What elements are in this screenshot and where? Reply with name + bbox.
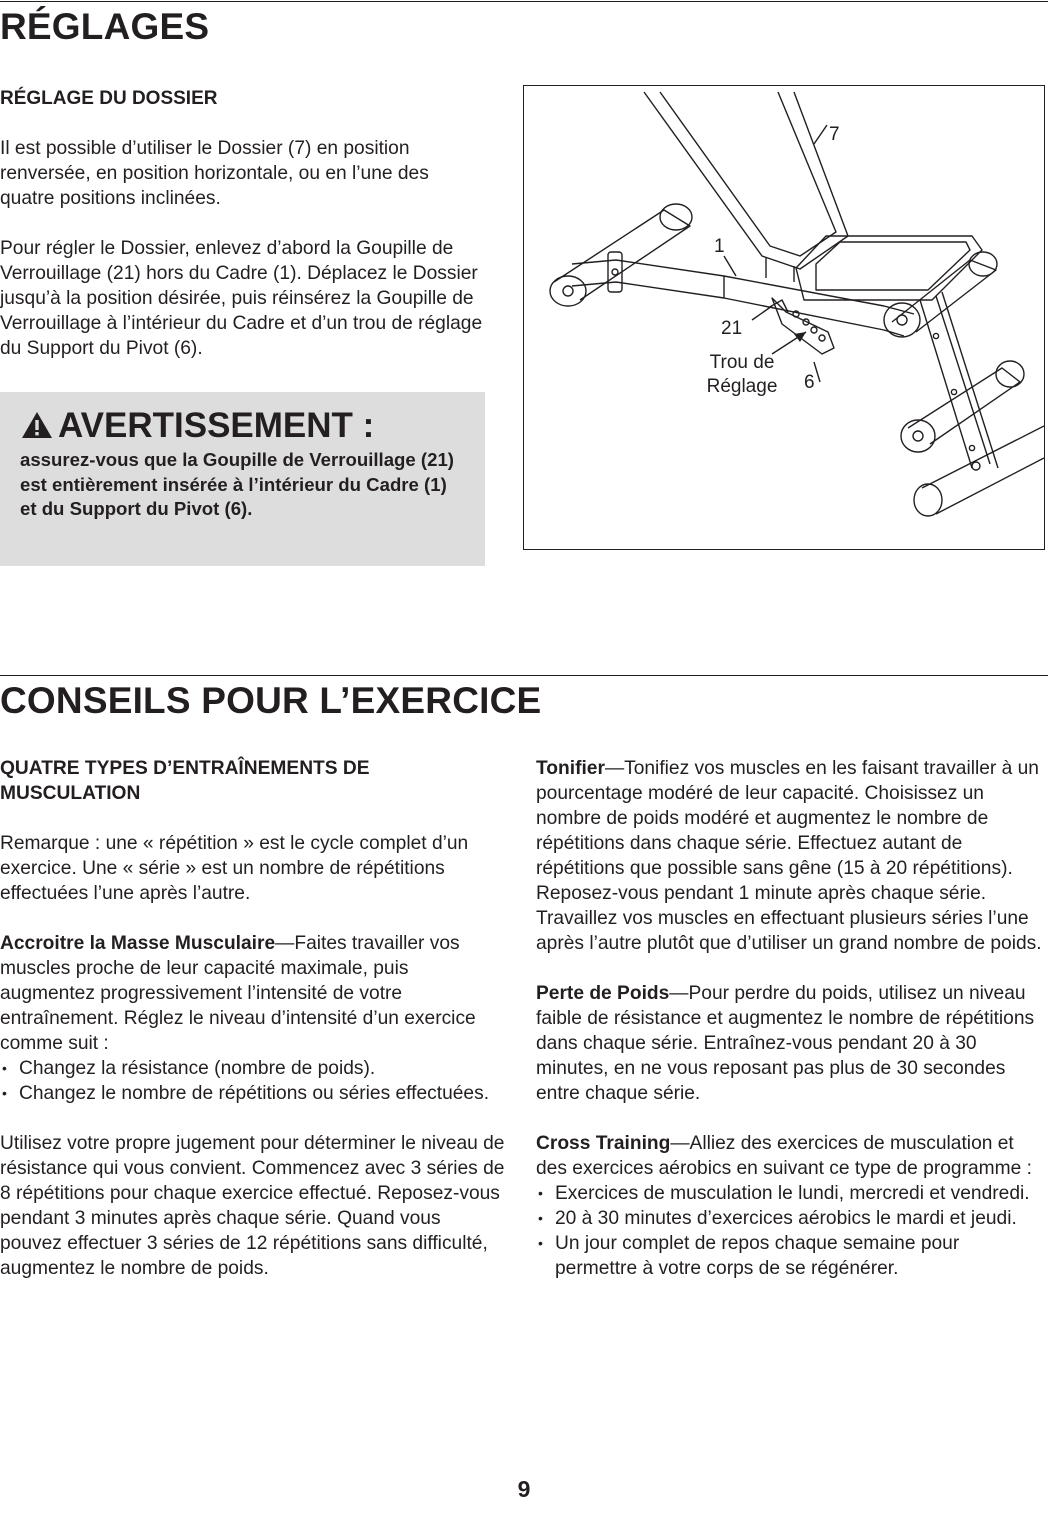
judgement-paragraph: Utilisez votre propre jugement pour déterminer le niveau de résistance qui vous convient. Commencez avec 3 séries de 8 répétitions pour chaque exercice effectué. Reposez-vous pendant 3 minutes après chaque série. Quand vous pouvez effectuer 3 séries de 12 répétitions sans difficulté, augmentez le nombre de poids. (0, 1133, 505, 1279)
hole-label-line2: Réglage (706, 376, 778, 397)
perte-label: Perte de Poids (536, 983, 670, 1004)
cross-label: Cross Training (536, 1133, 671, 1154)
hole-label-line1: Trou de (709, 352, 775, 373)
left-column (0, 756, 505, 1281)
warning-title (20, 406, 374, 446)
cross-paragraph (536, 1131, 1044, 1181)
bench-illustration (523, 85, 1045, 550)
dash: — (604, 758, 625, 779)
warning-triangle-icon (20, 410, 54, 440)
tonifier-paragraph (536, 756, 1044, 956)
warning-title-text: AVERTISSEMENT : (58, 406, 375, 445)
hole-label (699, 351, 785, 399)
list-item: • Exercices de musculation le lundi, mercredi et vendredi. (536, 1181, 1044, 1206)
list-item: • Changez la résistance (nombre de poids). (0, 1056, 505, 1081)
masse-text: Faites travailler vos muscles proche de leur capacité maximale, puis augmentez progressivement l’intensité de votre entraînement. Réglez le niveau d’intensité d’un exercice comme suit : (0, 933, 476, 1054)
cross-bullets (536, 1181, 1044, 1281)
masse-bullets (0, 1056, 505, 1106)
part-label-21: 21 (721, 318, 743, 339)
top-rule (0, 1, 1048, 2)
right-column (536, 756, 1044, 1281)
paragraph-instructions: Pour régler le Dossier, enlevez d’abord la Goupille de Verrouillage (21) hors du Cadre (1). Déplacez le Dossier jusqu’à la position désirée, puis réinsérez la Goupille de Verrouillage à l’intérieur du Cadre et d’un trou de réglage du Support du Pivot (6). (0, 238, 483, 359)
list-item: • 20 à 30 minutes d’exercices aérobics le mardi et jeudi. (536, 1206, 1044, 1231)
page-number: 9 (517, 1476, 531, 1502)
section-title-reglages: RÉGLAGES (0, 6, 210, 47)
dash: — (670, 1133, 690, 1154)
dash: — (669, 983, 689, 1004)
warning-text: assurez-vous que la Goupille de Verrouillage (21) est entièrement insérée à l’intérieur du Cadre (1) et du Support du Pivot (6). (20, 449, 454, 519)
masse-label: Accroitre la Masse Musculaire (0, 933, 276, 954)
note-paragraph: Remarque : une « répétition » est le cycle complet d’un exercice. Une « série » est un nombre de répétitions effectuées l’une après l’autre. (0, 833, 469, 904)
tonifier-label: Tonifier (536, 758, 605, 779)
masse-paragraph (0, 931, 505, 1056)
list-item: • Changez le nombre de répétitions ou séries effectuées. (0, 1081, 505, 1106)
warning-box (0, 392, 485, 566)
list-item: • Un jour complet de repos chaque semaine pour permettre à votre corps de se régénérer. (536, 1231, 1044, 1281)
section-title-conseils: CONSEILS POUR L’EXERCICE (0, 680, 542, 721)
subtitle-reglage-dossier: RÉGLAGE DU DOSSIER (0, 88, 218, 109)
middle-rule (0, 675, 1048, 676)
bench-drawing (524, 86, 1044, 549)
part-label-1: 1 (714, 236, 725, 257)
part-label-6: 6 (804, 372, 815, 393)
perte-paragraph (536, 981, 1044, 1106)
perte-text: Pour perdre du poids, utilisez un niveau faible de résistance et augmentez le nombre de répétitions dans chaque série. Entraînez-vous pendant 20 à 30 minutes, en ne vous reposant pas plus de 30 secondes entre chaque série. (536, 983, 1035, 1104)
subtitle-quatre-types: QUATRE TYPES D’ENTRAÎNEMENTS DE MUSCULATION (0, 758, 370, 804)
part-label-7: 7 (829, 124, 840, 145)
dash: — (275, 933, 295, 954)
paragraph-positions: Il est possible d’utiliser le Dossier (7) en position renversée, en position horizontale, ou en l’une des quatre positions inclinées. (0, 138, 429, 209)
cross-text: Alliez des exercices de musculation et des exercices aérobics en suivant ce type de programme : (536, 1133, 1032, 1179)
tonifier-text: Tonifiez vos muscles en les faisant travailler à un pourcentage modéré de leur capacité. Choisissez un nombre de poids modéré et augmentez le nombre de répétitions dans chaque série. Effectuez autant de répétitions que possible sans gêne (15 à 20 répétitions). Reposez-vous pendant 1 minute après chaque série. Travaillez vos muscles en effectuant plusieurs séries l’une après l’autre plutôt que d’utiliser un grand nombre de poids. (536, 758, 1042, 954)
